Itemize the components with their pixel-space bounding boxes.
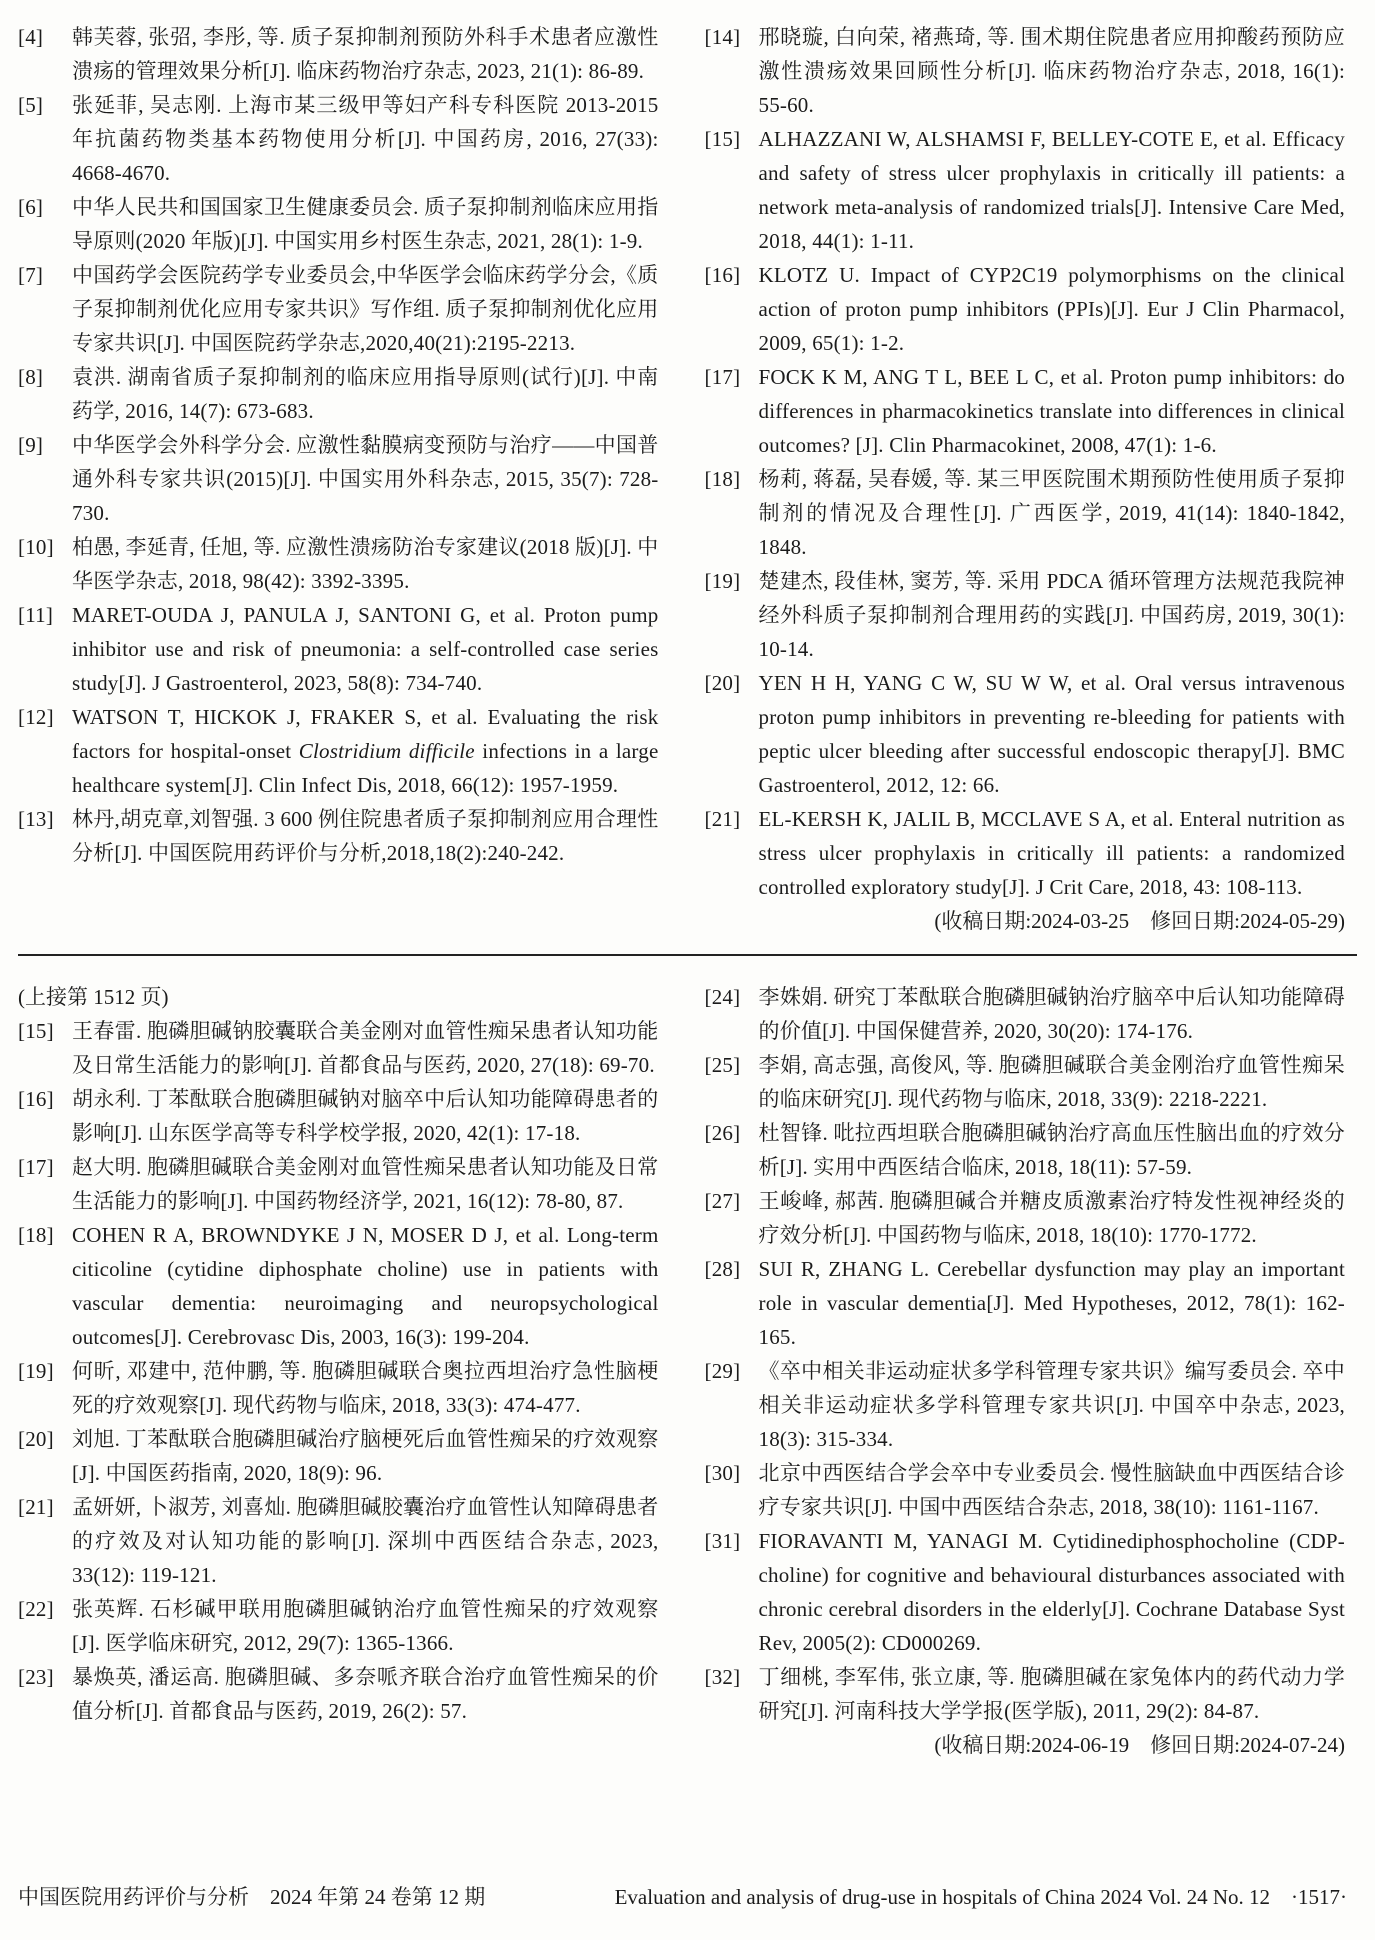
reference-text: 邢晓璇, 白向荣, 褚燕琦, 等. 围术期住院患者应用抑酸药预防应激性溃疡效果回顾性分析[J]. 临床药物治疗杂志, 2018, 16(1): 55-60. <box>758 25 1345 117</box>
top-right-reference-list <box>705 20 1346 904</box>
reference-item <box>705 258 1346 360</box>
reference-text: 袁洪. 湖南省质子泵抑制剂的临床应用指导原则(试行)[J]. 中南药学, 2016, 14(7): 673-683. <box>72 365 659 423</box>
reference-text: 赵大明. 胞磷胆碱联合美金刚对血管性痴呆患者认知功能及日常生活能力的影响[J]. 中国药物经济学, 2021, 16(12): 78-80, 87. <box>72 1155 659 1213</box>
bottom-right-reference-list <box>705 980 1346 1728</box>
reference-text: 北京中西医结合学会卒中专业委员会. 慢性脑缺血中西医结合诊疗专家共识[J]. 中国中西医结合杂志, 2018, 38(10): 1161-1167. <box>758 1461 1345 1519</box>
reference-text: 张延菲, 吴志刚. 上海市某三级甲等妇产科专科医院 2013-2015 年抗菌药物类基本药物使用分析[J]. 中国药房, 2016, 27(33): 4668-4670. <box>72 93 659 185</box>
reference-number: [4] <box>18 25 44 49</box>
reference-number: [29] <box>704 1359 741 1383</box>
reference-item <box>18 802 659 870</box>
reference-text: 胡永利. 丁苯酞联合胞磷胆碱钠对脑卒中后认知功能障碍患者的影响[J]. 山东医学高等专科学校学报, 2020, 42(1): 17-18. <box>72 1087 659 1145</box>
reference-item <box>705 564 1346 666</box>
reference-item <box>705 1116 1346 1184</box>
reference-item <box>18 700 659 802</box>
reference-number: [15] <box>18 1019 54 1043</box>
reference-number: [17] <box>704 365 741 389</box>
reference-item <box>18 88 659 190</box>
reference-number: [23] <box>18 1665 54 1689</box>
reference-item <box>18 258 659 360</box>
reference-text: 王春雷. 胞磷胆碱钠胶囊联合美金刚对血管性痴呆患者认知功能及日常生活能力的影响[J]. 首都食品与医药, 2020, 27(18): 69-70. <box>72 1019 659 1077</box>
reference-item <box>18 1082 659 1150</box>
reference-item <box>18 20 659 88</box>
reference-number: [8] <box>18 365 44 389</box>
reference-item <box>18 1660 659 1728</box>
reference-number: [25] <box>704 1053 741 1077</box>
reference-item <box>705 462 1346 564</box>
reference-number: [17] <box>18 1155 54 1179</box>
bottom-right-column <box>705 980 1346 1762</box>
page-footer <box>18 1882 1347 1912</box>
reference-number: [20] <box>704 671 741 695</box>
reference-text: 楚建杰, 段佳林, 窦芳, 等. 采用 PDCA 循环管理方法规范我院神经外科质子泵抑制剂合理用药的实践[J]. 中国药房, 2019, 30(1): 10-14. <box>758 569 1345 661</box>
reference-number: [26] <box>704 1121 741 1145</box>
reference-number: [16] <box>704 263 741 287</box>
reference-item <box>18 360 659 428</box>
reference-text: 中华人民共和国国家卫生健康委员会. 质子泵抑制剂临床应用指导原则(2020 年版)[J]. 中国实用乡村医生杂志, 2021, 28(1): 1-9. <box>72 195 659 253</box>
reference-item <box>705 1354 1346 1456</box>
reference-item <box>705 20 1346 122</box>
reference-item <box>705 1048 1346 1116</box>
reference-number: [24] <box>704 985 741 1009</box>
reference-item <box>705 1456 1346 1524</box>
reference-number: [28] <box>704 1257 741 1281</box>
reference-text: KLOTZ U. Impact of CYP2C19 polymorphisms on the clinical action of proton pump inhibitors (PPIs)[J]. Eur J Clin Pharmacol, 2009, 65(1): 1-2. <box>758 263 1345 355</box>
reference-item <box>18 1592 659 1660</box>
reference-text: 杜智锋. 吡拉西坦联合胞磷胆碱钠治疗高血压性脑出血的疗效分析[J]. 实用中西医结合临床, 2018, 18(11): 57-59. <box>758 1121 1345 1179</box>
footer-journal-title-cn: 中国医院用药评价与分析 2024 年第 24 卷第 12 期 <box>18 1885 486 1909</box>
reference-item <box>18 530 659 598</box>
references-section-bottom <box>0 956 1375 1762</box>
reference-text: EL-KERSH K, JALIL B, MCCLAVE S A, et al. Enteral nutrition as stress ulcer prophylaxis in critically ill patients: a randomized controlled exploratory study[J]. J Crit Care, 2018, 43: 108-113. <box>758 807 1345 899</box>
reference-number: [16] <box>18 1087 54 1111</box>
reference-item <box>705 1184 1346 1252</box>
reference-text: FIORAVANTI M, YANAGI M. Cytidinediphosphocholine (CDP-choline) for cognitive and behavioural disturbances associated with chronic cerebral disorders in the elderly[J]. Cochrane Database Syst Rev, 2005(2): CD000269. <box>758 1529 1345 1655</box>
reference-number: [27] <box>704 1189 741 1213</box>
reference-text: YEN H H, YANG C W, SU W W, et al. Oral versus intravenous proton pump inhibitors in preventing re-bleeding for patients with peptic ulcer bleeding after successful endoscopic therapy[J]. BMC Gastroenterol, 2012, 12: 66. <box>758 671 1345 797</box>
reference-text: WATSON T, HICKOK J, FRAKER S, et al. Evaluating the risk factors for hospital-onset Clostridium difficile infections in a large healthcare system[J]. Clin Infect Dis, 2018, 66(12): 1957-1959. <box>72 705 659 797</box>
reference-text: COHEN R A, BROWNDYKE J N, MOSER D J, et al. Long-term citicoline (cytidine diphosphate choline) use in patients with vascular dementia: neuroimaging and neuropsychological outcomes[J]. Cerebrovasc Dis, 2003, 16(3): 199-204. <box>72 1223 659 1349</box>
reference-item <box>18 190 659 258</box>
reference-text: 韩芙蓉, 张弨, 李彤, 等. 质子泵抑制剂预防外科手术患者应激性溃疡的管理效果分析[J]. 临床药物治疗杂志, 2023, 21(1): 86-89. <box>72 25 659 83</box>
reference-number: [5] <box>18 93 44 117</box>
reference-item <box>705 360 1346 462</box>
continued-from-page-note: (上接第 1512 页) <box>18 985 169 1009</box>
reference-text: 张英辉. 石杉碱甲联用胞磷胆碱钠治疗血管性痴呆的疗效观察[J]. 医学临床研究, 2012, 29(7): 1365-1366. <box>72 1597 659 1655</box>
bottom-left-column <box>18 980 659 1762</box>
reference-item <box>705 802 1346 904</box>
reference-text: 丁细桃, 李军伟, 张立康, 等. 胞磷胆碱在家兔体内的药代动力学研究[J]. 河南科技大学学报(医学版), 2011, 29(2): 84-87. <box>758 1665 1345 1723</box>
reference-item <box>705 1252 1346 1354</box>
reference-text: 暴焕英, 潘运高. 胞磷胆碱、多奈哌齐联合治疗血管性痴呆的价值分析[J]. 首都食品与医药, 2019, 26(2): 57. <box>72 1665 659 1723</box>
reference-number: [31] <box>704 1529 741 1553</box>
reference-text: 柏愚, 李延青, 任旭, 等. 应激性溃疡防治专家建议(2018 版)[J]. 中华医学杂志, 2018, 98(42): 3392-3395. <box>72 535 659 593</box>
received-revised-dates: (收稿日期:2024-03-25 修回日期:2024-05-29) <box>934 909 1345 933</box>
reference-number: [19] <box>18 1359 54 1383</box>
reference-number: [11] <box>18 603 54 627</box>
reference-number: [13] <box>18 807 54 831</box>
reference-text: 孟妍妍, 卜淑芳, 刘喜灿. 胞磷胆碱胶囊治疗血管性认知障碍患者的疗效及对认知功能的影响[J]. 深圳中西医结合杂志, 2023, 33(12): 119-121. <box>72 1495 659 1587</box>
reference-number: [6] <box>18 195 44 219</box>
reference-number: [21] <box>18 1495 54 1519</box>
reference-number: [19] <box>704 569 741 593</box>
reference-number: [12] <box>18 705 54 729</box>
reference-item <box>705 666 1346 802</box>
reference-item <box>705 1524 1346 1660</box>
reference-number: [14] <box>704 25 741 49</box>
reference-number: [10] <box>18 535 54 559</box>
reference-text: 《卒中相关非运动症状多学科管理专家共识》编写委员会. 卒中相关非运动症状多学科管理专家共识[J]. 中国卒中杂志, 2023, 18(3): 315-334. <box>758 1359 1345 1451</box>
reference-number: [18] <box>704 467 741 491</box>
reference-number: [32] <box>704 1665 741 1689</box>
top-left-column <box>18 20 659 938</box>
reference-number: [9] <box>18 433 44 457</box>
reference-text: 王峻峰, 郝茜. 胞磷胆碱合并糖皮质激素治疗特发性视神经炎的疗效分析[J]. 中国药物与临床, 2018, 18(10): 1770-1772. <box>758 1189 1345 1247</box>
references-section-top <box>0 0 1375 938</box>
reference-number: [7] <box>18 263 44 287</box>
reference-item <box>705 1660 1346 1728</box>
top-right-column <box>705 20 1346 938</box>
reference-text: 杨莉, 蒋磊, 吴春媛, 等. 某三甲医院围术期预防性使用质子泵抑制剂的情况及合理性[J]. 广西医学, 2019, 41(14): 1840-1842, 1848. <box>758 467 1345 559</box>
bottom-left-reference-list <box>18 1014 659 1728</box>
reference-item <box>18 1354 659 1422</box>
reference-text: 何昕, 邓建中, 范仲鹏, 等. 胞磷胆碱联合奥拉西坦治疗急性脑梗死的疗效观察[J]. 现代药物与临床, 2018, 33(3): 474-477. <box>72 1359 659 1417</box>
reference-item <box>18 598 659 700</box>
reference-item <box>18 428 659 530</box>
reference-text: MARET-OUDA J, PANULA J, SANTONI G, et al. Proton pump inhibitor use and risk of pneumonia: a self-controlled case series study[J]. J Gastroenterol, 2023, 58(8): 734-740. <box>72 603 659 695</box>
reference-item <box>18 1218 659 1354</box>
reference-text: 李娟, 高志强, 高俊风, 等. 胞磷胆碱联合美金刚治疗血管性痴呆的临床研究[J]. 现代药物与临床, 2018, 33(9): 2218-2221. <box>758 1053 1345 1111</box>
received-revised-dates: (收稿日期:2024-06-19 修回日期:2024-07-24) <box>934 1733 1345 1757</box>
reference-number: [21] <box>704 807 741 831</box>
reference-number: [22] <box>18 1597 54 1621</box>
reference-text: ALHAZZANI W, ALSHAMSI F, BELLEY-COTE E, et al. Efficacy and safety of stress ulcer prophylaxis in critically ill patients: a network meta-analysis of randomized trials[J]. Intensive Care Med, 2018, 44(1): 1-11. <box>758 127 1345 253</box>
footer-journal-title-en-page-number: Evaluation and analysis of drug-use in hospitals of China 2024 Vol. 24 No. 12 ·1517· <box>614 1885 1347 1909</box>
reference-number: [20] <box>18 1427 54 1451</box>
reference-item <box>18 1150 659 1218</box>
reference-text: 中国药学会医院药学专业委员会,中华医学会临床药学分会,《质子泵抑制剂优化应用专家共识》写作组. 质子泵抑制剂优化应用专家共识[J]. 中国医院药学杂志,2020,40(21):2195-2213. <box>72 263 659 355</box>
reference-item <box>18 1490 659 1592</box>
reference-text: 刘旭. 丁苯酞联合胞磷胆碱治疗脑梗死后血管性痴呆的疗效观察[J]. 中国医药指南, 2020, 18(9): 96. <box>72 1427 659 1485</box>
reference-item <box>705 980 1346 1048</box>
reference-text: 林丹,胡克章,刘智强. 3 600 例住院患者质子泵抑制剂应用合理性分析[J]. 中国医院用药评价与分析,2018,18(2):240-242. <box>72 807 659 865</box>
reference-text: FOCK K M, ANG T L, BEE L C, et al. Proton pump inhibitors: do differences in pharmacokinetics translate into differences in clinical outcomes? [J]. Clin Pharmacokinet, 2008, 47(1): 1-6. <box>758 365 1345 457</box>
reference-text: SUI R, ZHANG L. Cerebellar dysfunction may play an important role in vascular dementia[J]. Med Hypotheses, 2012, 78(1): 162-165. <box>758 1257 1345 1349</box>
reference-number: [18] <box>18 1223 54 1247</box>
reference-number: [30] <box>704 1461 741 1485</box>
reference-number: [15] <box>704 127 741 151</box>
reference-item <box>18 1014 659 1082</box>
reference-item <box>18 1422 659 1490</box>
reference-text: 中华医学会外科学分会. 应激性黏膜病变预防与治疗——中国普通外科专家共识(2015)[J]. 中国实用外科杂志, 2015, 35(7): 728-730. <box>72 433 659 525</box>
reference-text: 李姝娟. 研究丁苯酞联合胞磷胆碱钠治疗脑卒中后认知功能障碍的价值[J]. 中国保健营养, 2020, 30(20): 174-176. <box>758 985 1345 1043</box>
reference-item <box>705 122 1346 258</box>
